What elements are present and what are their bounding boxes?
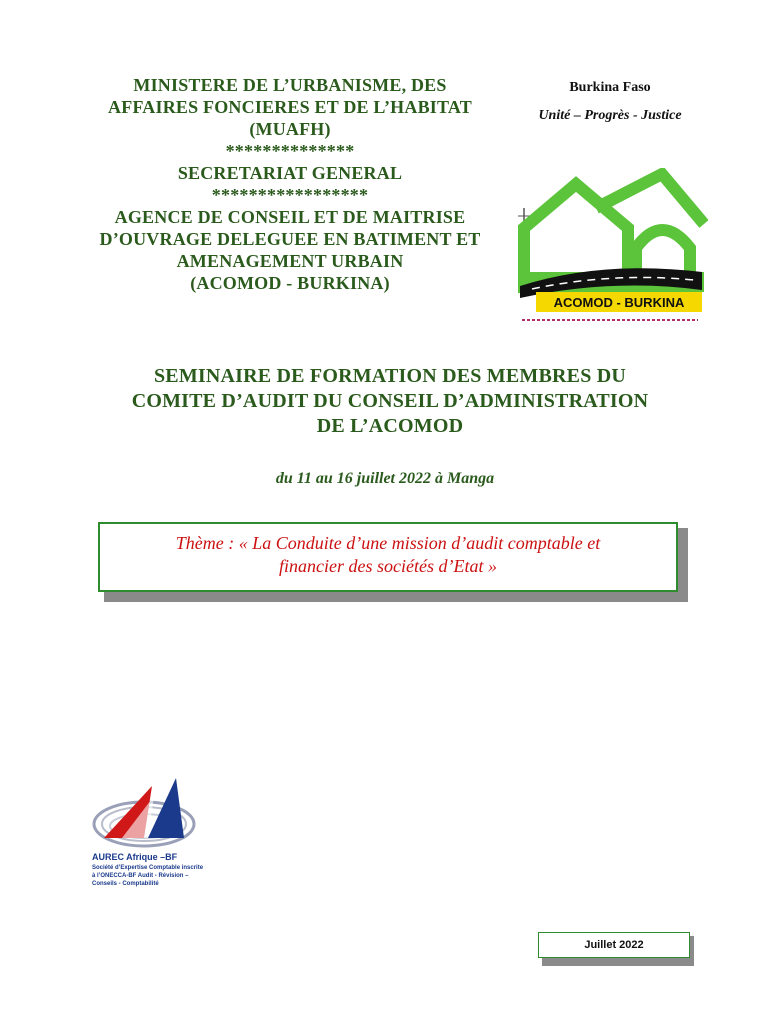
seminar-title	[60, 364, 720, 439]
seminar-title-line: COMITE D’AUDIT DU CONSEIL D’ADMINISTRATION	[131, 390, 649, 412]
seminar-title-line: DE L’ACOMOD	[316, 415, 464, 437]
aurec-description	[92, 864, 242, 888]
ministry-line: D’OUVRAGE DELEGUEE EN BATIMENT ET	[99, 229, 481, 249]
aurec-description-line: Conseils - Comptabilité	[92, 881, 159, 887]
separator-stars: **************	[225, 141, 355, 161]
acomod-logo-label: ACOMOD - BURKINA	[553, 295, 685, 310]
aurec-name: AUREC Afrique –BF	[92, 852, 178, 862]
seminar-dates: du 11 au 16 juillet 2022 à Manga	[275, 470, 495, 487]
ministry-line: MINISTERE DE L’URBANISME, DES	[133, 75, 447, 95]
acomod-logo	[512, 168, 708, 328]
aurec-description-line: à l’ONECCA-BF Audit - Révision –	[92, 873, 189, 879]
separator-stars: *****************	[211, 185, 369, 205]
country-name: Burkina Faso	[569, 80, 651, 95]
seminar-title-line: SEMINAIRE DE FORMATION DES MEMBRES DU	[153, 365, 627, 387]
acomod-house-icon	[512, 168, 708, 328]
aurec-description-line: Société d’Expertise Comptable inscrite	[92, 865, 204, 871]
ministry-header	[90, 74, 490, 294]
ministry-line: AMENAGEMENT URBAIN	[176, 251, 404, 271]
theme-line: Thème : « La Conduite d’une mission d’audit comptable et	[175, 533, 601, 553]
aurec-logo-icon	[92, 772, 202, 852]
document-date: Juillet 2022	[538, 932, 690, 958]
theme-line: financier des sociétés d’Etat »	[279, 556, 497, 576]
ministry-line: AFFAIRES FONCIERES ET DE L’HABITAT	[108, 97, 472, 117]
country-motto: Unité – Progrès - Justice	[538, 108, 682, 123]
country-block	[520, 80, 700, 124]
ministry-line: SECRETARIAT GENERAL	[177, 163, 403, 183]
ministry-line: (ACOMOD - BURKINA)	[190, 273, 390, 293]
ministry-line: (MUAFH)	[249, 119, 331, 139]
theme-box	[98, 522, 678, 592]
ministry-line: AGENCE DE CONSEIL ET DE MAITRISE	[114, 207, 466, 227]
aurec-logo	[92, 772, 202, 852]
